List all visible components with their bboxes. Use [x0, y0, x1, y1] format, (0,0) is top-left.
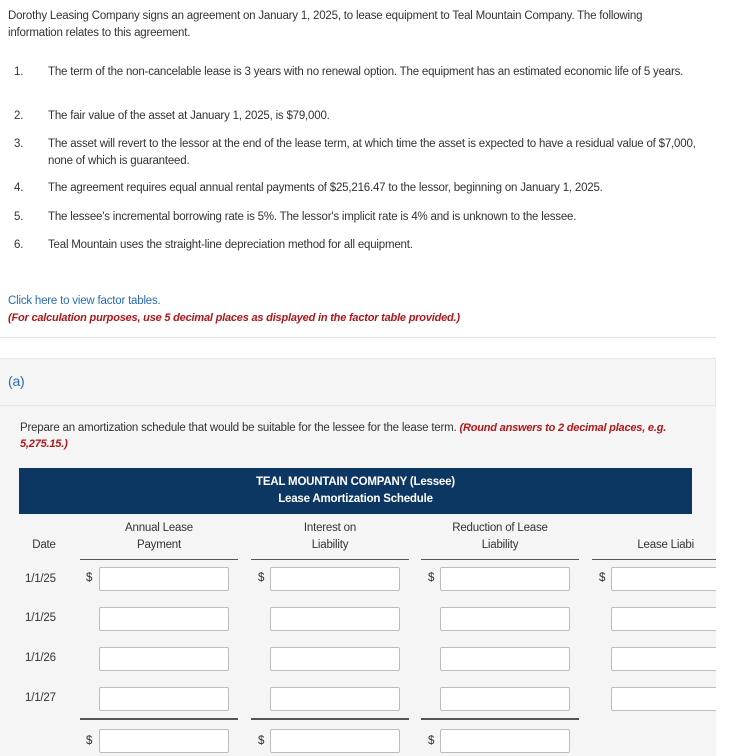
part-instruction — [20, 420, 700, 452]
liability-input[interactable] — [611, 687, 716, 711]
interest-input[interactable] — [270, 567, 400, 591]
problem-statement — [0, 0, 716, 338]
row-date: 1/1/26 — [25, 652, 56, 664]
column-header-label: Date — [32, 539, 56, 551]
schedule-name: Lease Amortization Schedule — [278, 493, 433, 505]
currency-symbol: $ — [428, 735, 435, 747]
list-item-text: Teal Mountain uses the straight-line depreciation method for all equipment. — [48, 239, 413, 251]
list-item-number: 6. — [14, 239, 24, 251]
reduction-input[interactable] — [440, 567, 570, 591]
rounding-note: (Round answers to 2 decimal places, e.g. 5,275.15.) — [20, 422, 667, 450]
column-header-date — [19, 514, 69, 560]
currency-symbol: $ — [428, 572, 435, 584]
payment-input[interactable] — [99, 567, 229, 591]
table-title — [19, 468, 692, 514]
payment-input[interactable] — [99, 647, 229, 671]
column-header-lease-liability — [592, 514, 716, 560]
currency-symbol: $ — [599, 572, 606, 584]
liability-input[interactable] — [611, 567, 716, 591]
answer-panel — [0, 406, 716, 756]
list-item-number: 2. — [14, 110, 24, 122]
currency-symbol: $ — [86, 735, 93, 747]
payment-total-input[interactable] — [99, 729, 229, 753]
reduction-input[interactable] — [440, 687, 570, 711]
list-item-text: The fair value of the asset at January 1, 2025, is $79,000. — [48, 110, 330, 122]
interest-input[interactable] — [270, 687, 400, 711]
total-rule — [80, 718, 238, 720]
row-date: 1/1/25 — [25, 573, 56, 585]
column-header-reduction — [421, 514, 579, 560]
interest-total-input[interactable] — [270, 729, 400, 753]
reduction-total-input[interactable] — [440, 729, 570, 753]
column-header-payment — [80, 514, 238, 560]
list-item-text: The agreement requires equal annual rental payments of $25,216.47 to the lessor, beginning on January 1, 2025. — [48, 182, 603, 194]
list-item-number: 3. — [14, 138, 24, 150]
problem-intro: Dorothy Leasing Company signs an agreement on January 1, 2025, to lease equipment to Teal Mountain Company. The following information relates to this agreement. — [8, 10, 643, 39]
part-header — [0, 358, 716, 406]
reduction-input[interactable] — [440, 647, 570, 671]
interest-input[interactable] — [270, 647, 400, 671]
column-header-label: Liability — [311, 539, 349, 551]
currency-symbol: $ — [86, 572, 93, 584]
payment-input[interactable] — [99, 607, 229, 631]
reduction-input[interactable] — [440, 607, 570, 631]
row-date: 1/1/27 — [25, 692, 56, 704]
calculation-note: (For calculation purposes, use 5 decimal places as displayed in the factor table provided.) — [8, 312, 460, 324]
list-item-text: The term of the non-cancelable lease is 3 years with no renewal option. The equipment has an estimated economic life of 5 years. — [48, 66, 684, 78]
instruction-text: Prepare an amortization schedule that would be suitable for the lessee for the lease term. — [20, 422, 457, 434]
column-header-label: Lease Liabi — [637, 539, 694, 551]
list-item-number: 5. — [14, 211, 24, 223]
currency-symbol: $ — [258, 572, 265, 584]
column-header-label: Reduction of Lease — [452, 522, 548, 534]
column-header-label: Annual Lease — [125, 522, 193, 534]
liability-input[interactable] — [611, 647, 716, 671]
column-header-label: Payment — [137, 539, 181, 551]
part-label: (a) — [8, 373, 25, 389]
column-header-label: Interest on — [303, 522, 357, 534]
currency-symbol: $ — [258, 735, 265, 747]
total-rule — [251, 718, 409, 720]
payment-input[interactable] — [99, 687, 229, 711]
total-rule — [421, 718, 579, 720]
list-item-text: The lessee's incremental borrowing rate is 5%. The lessor's implicit rate is 4% and is unknown to the lessee. — [48, 211, 577, 223]
company-name: TEAL MOUNTAIN COMPANY (Lessee) — [256, 476, 455, 488]
interest-input[interactable] — [270, 607, 400, 631]
column-header-label: Liability — [481, 539, 519, 551]
list-item-number: 1. — [14, 66, 24, 78]
column-header-interest — [251, 514, 409, 560]
list-item-text: The asset will revert to the lessor at the end of the lease term, at which time the asset is expected to have a residual value of $7,000, none of which is guaranteed. — [48, 138, 696, 167]
factor-tables-link[interactable]: Click here to view factor tables. — [8, 295, 161, 307]
list-item-number: 4. — [14, 182, 24, 194]
liability-input[interactable] — [611, 607, 716, 631]
row-date: 1/1/25 — [25, 612, 56, 624]
